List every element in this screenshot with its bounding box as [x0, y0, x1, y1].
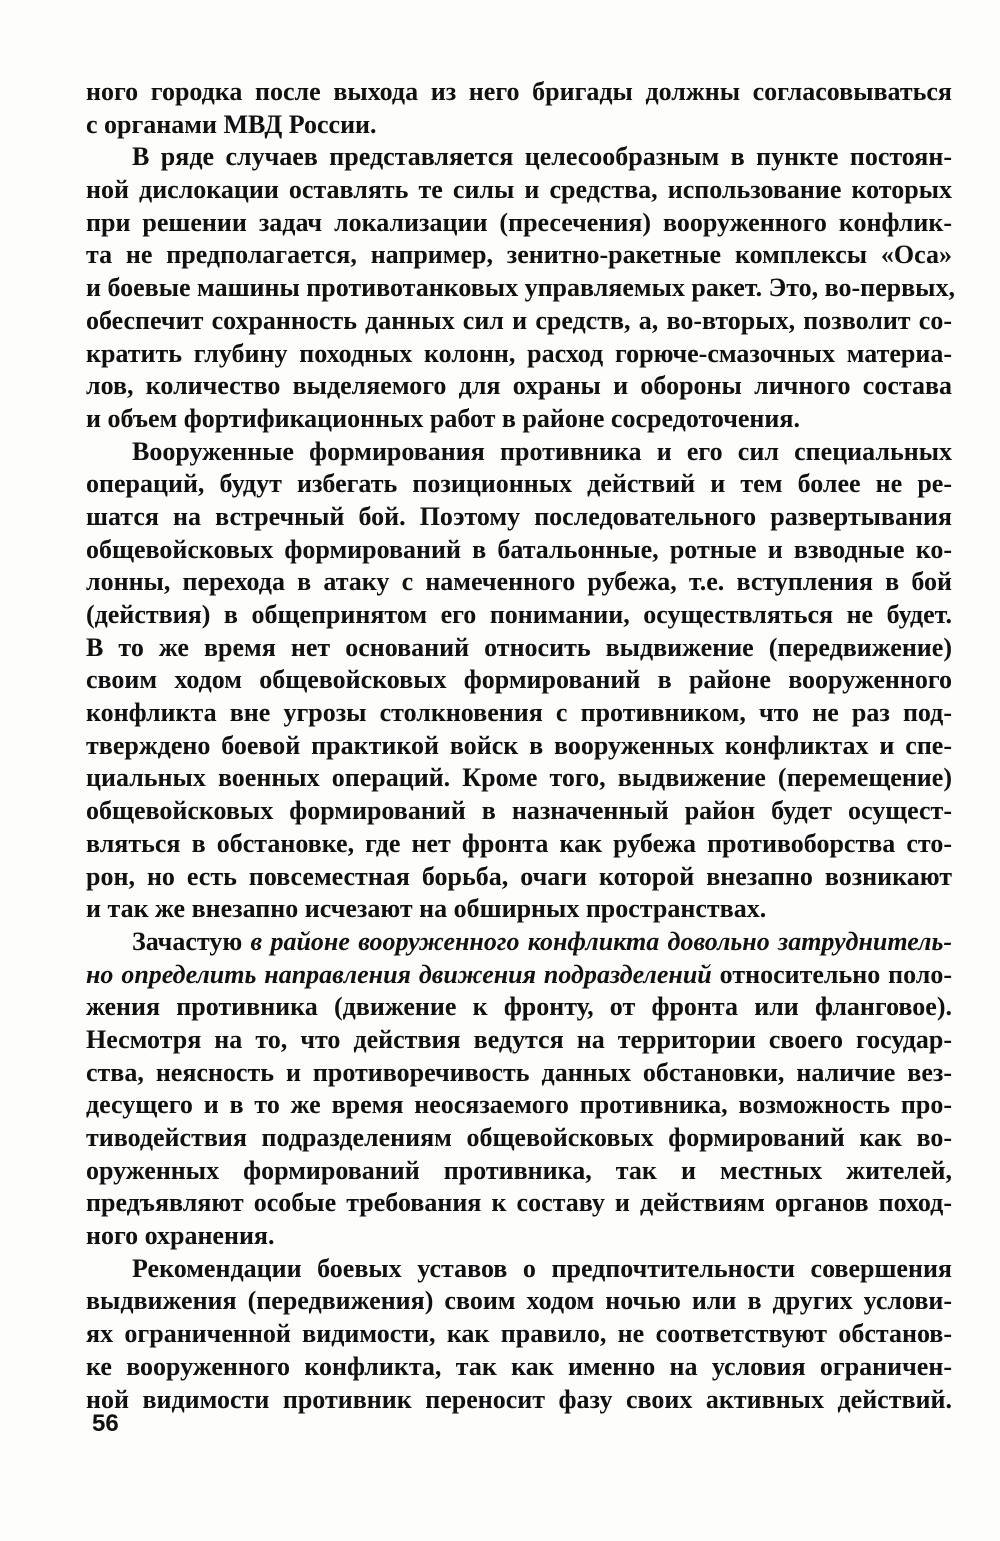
italic-emphasis: в районе вооруженного конфликта довольно затруднитель-: [250, 926, 952, 956]
text-line: и объем фортификационных работ в районе сосредоточения.: [86, 403, 800, 433]
text-line: [86, 926, 952, 959]
text-line: В то же время нет оснований относить выдвижение (передвижение): [86, 632, 952, 662]
paragraph-5: [86, 1253, 952, 1416]
text-line: общевойсковых формирований в батальонные, ротные и взводные ко-: [86, 534, 952, 564]
text-line: выдвижения (передвижения) своим ходом ночью или в других услови-: [86, 1286, 952, 1316]
body-text: [86, 76, 955, 1416]
text-line: ной видимости противник переносит фазу своих активных действий.: [86, 1384, 952, 1414]
paragraph-4: [86, 926, 952, 1253]
text-run: Зачастую: [132, 926, 251, 956]
page-number: 56: [92, 1410, 119, 1437]
text-line: лонны, перехода в атаку с намеченного рубежа, т.е. вступления в бой: [86, 567, 952, 597]
text-line: вляться в обстановке, где нет фронта как рубежа противоборства сто-: [86, 828, 952, 858]
paragraph-3: [86, 436, 952, 926]
text-line: оруженных формирований противника, так и местных жителей,: [86, 1155, 952, 1185]
text-line: с органами МВД России.: [86, 109, 377, 139]
text-line: тиводействия подразделениям общевойсковых формирований как во-: [86, 1123, 952, 1152]
text-line: конфликта вне угрозы столкновения с противником, что не раз под-: [86, 698, 952, 728]
italic-emphasis: но определить направления движения подразделений: [86, 959, 712, 989]
text-line: [86, 959, 952, 992]
text-run: относительно поло-: [711, 959, 952, 989]
text-line: кратить глубину походных колонн, расход горюче-смазочных материа-: [86, 338, 952, 368]
text-line: операций, будут избегать позиционных действий и тем более не ре-: [86, 469, 952, 499]
text-line: при решении задач локализации (пресечения) вооруженного конфлик-: [86, 207, 952, 237]
text-line: лов, количество выделяемого для охраны и обороны личного состава: [86, 371, 952, 401]
text-line: ства, неясность и противоречивость данных обстановки, наличие вез-: [86, 1057, 952, 1087]
text-line: своим ходом общевойсковых формирований в районе вооруженного: [86, 665, 952, 695]
text-line: предъявляют особые требования к составу и действиям органов поход-: [86, 1188, 952, 1218]
text-line: и боевые машины противотанковых управляемых ракет. Это, во-первых,: [86, 273, 955, 303]
text-line: В ряде случаев представляется целесообразным в пункте постоян-: [132, 142, 952, 172]
text-line: ного городка после выхода из него бригады должны согласовываться: [86, 77, 952, 106]
text-line: циальных военных операций. Кроме того, выдвижение (перемещение): [86, 763, 952, 793]
text-line: шатся на встречный бой. Поэтому последовательного развертывания: [86, 501, 952, 531]
text-line: обеспечит сохранность данных сил и средств, а, во-вторых, позволит со-: [86, 305, 952, 335]
text-line: и так же внезапно исчезают на обширных пространствах.: [86, 894, 767, 924]
text-line: та не предполагается, например, зенитно-ракетные комплексы «Оса»: [86, 240, 952, 270]
paragraph-1: [86, 76, 952, 141]
text-line: рон, но есть повсеместная борьба, очаги которой внезапно возникают: [86, 861, 952, 891]
text-line: Вооруженные формирования противника и его сил специальных: [132, 436, 952, 466]
text-line: (действия) в общепринятом его понимании, осуществляться не будет.: [86, 600, 952, 629]
text-line: ях ограниченной видимости, как правило, не соответствуют обстанов-: [86, 1319, 952, 1349]
text-line: десущего и в то же время неосязаемого противника, возможность про-: [86, 1090, 952, 1120]
text-line: общевойсковых формирований в назначенный район будет осущест-: [86, 796, 952, 826]
text-line: ного охранения.: [86, 1221, 275, 1251]
text-line: тверждено боевой практикой войск в вооруженных конфликтах и спе-: [86, 730, 952, 760]
text-line: ной дислокации оставлять те силы и средства, использование которых: [86, 175, 952, 205]
text-line: ке вооруженного конфликта, так как именно на условия ограничен-: [86, 1351, 952, 1381]
text-line: Рекомендации боевых уставов о предпочтительности совершения: [132, 1253, 952, 1283]
text-line: жения противника (движение к фронту, от фронта или фланговое).: [86, 992, 952, 1022]
paragraph-2: [86, 141, 955, 435]
text-line: Несмотря на то, что действия ведутся на территории своего государ-: [86, 1024, 952, 1054]
